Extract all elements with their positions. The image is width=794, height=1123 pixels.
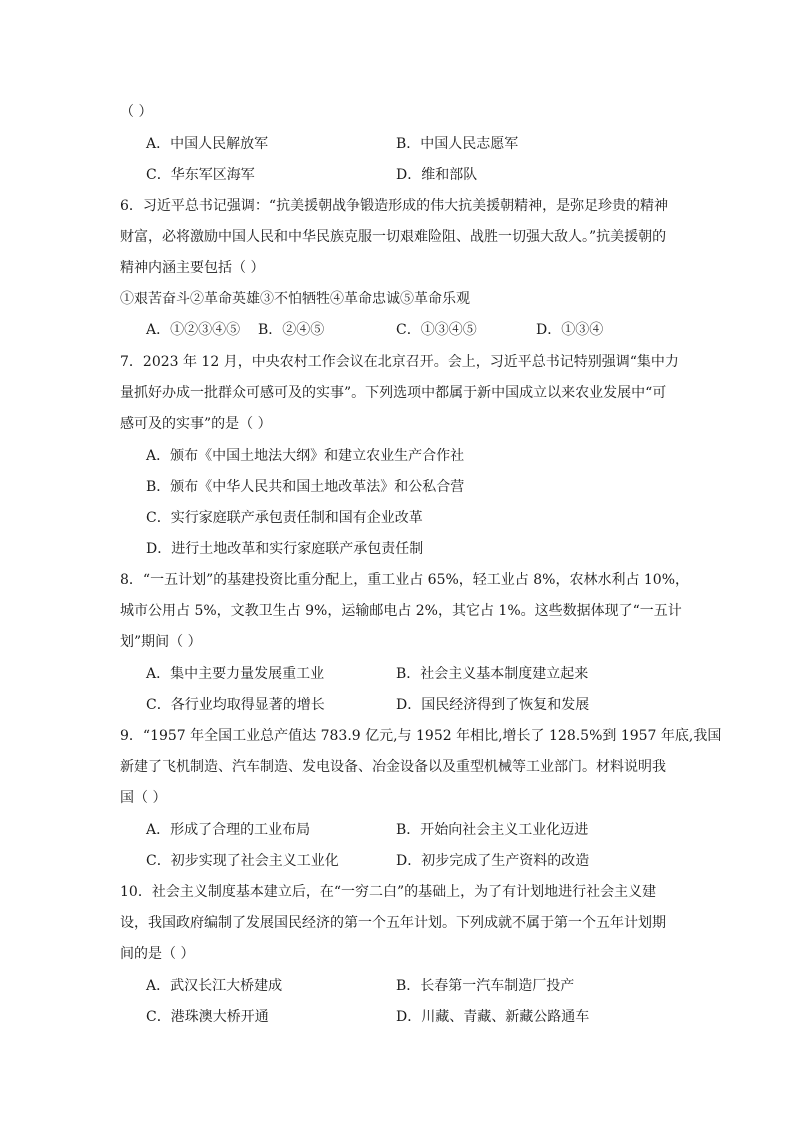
q7-stem-line2: 量抓好办成一批群众可感可及的实事”。下列选项中都属于新中国成立以来农业发展中“可 [120, 385, 667, 401]
q10-option-b: B．长春第一汽车制造厂投产 [396, 978, 575, 994]
q8-stem-line3: 划”期间（ ） [120, 634, 202, 650]
q9-stem-line2: 新建了飞机制造、汽车制造、发电设备、冶金设备以及重型机械等工业部门。材料说明我 [120, 759, 666, 775]
q10-stem-line1: 10．社会主义制度基本建立后，在“一穷二白”的基础上，为了有计划地进行社会主义建 [120, 884, 657, 900]
q9-stem-line1: 9．“1957 年全国工业总产值达 783.9 亿元,与 1952 年相比,增长了 128.5%到 1957 年底,我国 [120, 728, 722, 744]
q10-option-c: C．港珠澳大桥开通 [146, 1009, 269, 1025]
q8-option-b: B．社会主义基本制度建立起来 [396, 666, 589, 682]
q9-option-d: D．初步完成了生产资料的改造 [396, 853, 590, 869]
q5-option-a: A．中国人民解放军 [146, 136, 269, 152]
q7-stem-line1: 7．2023 年 12 月，中央农村工作会议在北京召开。会上，习近平总书记特别强调“集中力 [120, 354, 679, 370]
q7-option-a: A．颁布《中国土地法大纲》和建立农业生产合作社 [146, 448, 465, 464]
q6-option-a: A．①②③④⑤ [146, 322, 241, 338]
q6-items: ①艰苦奋斗②革命英雄③不怕牺牲④革命忠诚⑤革命乐观 [120, 291, 470, 307]
q6-stem-line3: 精神内涵主要包括（ ） [120, 260, 265, 276]
q9-stem-line3: 国（ ） [120, 790, 167, 806]
q8-option-c: C．各行业均取得显著的增长 [146, 697, 325, 713]
q6-stem-line2: 财富，必将激励中国人民和中华民族克服一切艰难险阻、战胜一切强大敌人。”抗美援朝的 [120, 229, 667, 245]
q7-option-b: B．颁布《中华人民共和国土地改革法》和公私合营 [146, 479, 465, 495]
q8-stem-line1: 8．“一五计划”的基建投资比重分配上，重工业占 65%，轻工业占 8%，农林水利占 10%， [120, 572, 690, 588]
q5-option-c: C．华东军区海军 [146, 167, 255, 183]
q6-option-d: D．①③④ [536, 322, 604, 338]
q7-option-d: D．进行土地改革和实行家庭联产承包责任制 [146, 541, 424, 557]
q9-option-c: C．初步实现了社会主义工业化 [146, 853, 339, 869]
q5-option-d: D．维和部队 [396, 167, 478, 183]
q8-option-d: D．国民经济得到了恢复和发展 [396, 697, 590, 713]
q8-option-a: A．集中主要力量发展重工业 [146, 666, 325, 682]
q10-stem-line3: 间的是（ ） [120, 946, 195, 962]
q5-bracket: （ ） [120, 104, 153, 120]
q6-option-c: C．①③④⑤ [396, 322, 477, 338]
q7-option-c: C．实行家庭联产承包责任制和国有企业改革 [146, 510, 423, 526]
q7-stem-line3: 感可及的实事”的是（ ） [120, 416, 272, 432]
q10-option-d: D．川藏、青藏、新藏公路通车 [396, 1009, 590, 1025]
q9-option-b: B．开始向社会主义工业化迈进 [396, 822, 589, 838]
q9-option-a: A．形成了合理的工业布局 [146, 822, 311, 838]
q5-option-b: B．中国人民志愿军 [396, 136, 519, 152]
q6-option-b: B．②④⑤ [258, 322, 325, 338]
q8-stem-line2: 城市公用占 5%，文教卫生占 9%，运输邮电占 2%，其它占 1%。这些数据体现了“一五计 [120, 603, 682, 619]
q10-option-a: A．武汉长江大桥建成 [146, 978, 283, 994]
q6-stem-line1: 6．习近平总书记强调：“抗美援朝战争锻造形成的伟大抗美援朝精神，是弥足珍贵的精神 [120, 198, 669, 214]
q10-stem-line2: 设，我国政府编制了发展国民经济的第一个五年计划。下列成就不属于第一个五年计划期 [120, 915, 666, 931]
